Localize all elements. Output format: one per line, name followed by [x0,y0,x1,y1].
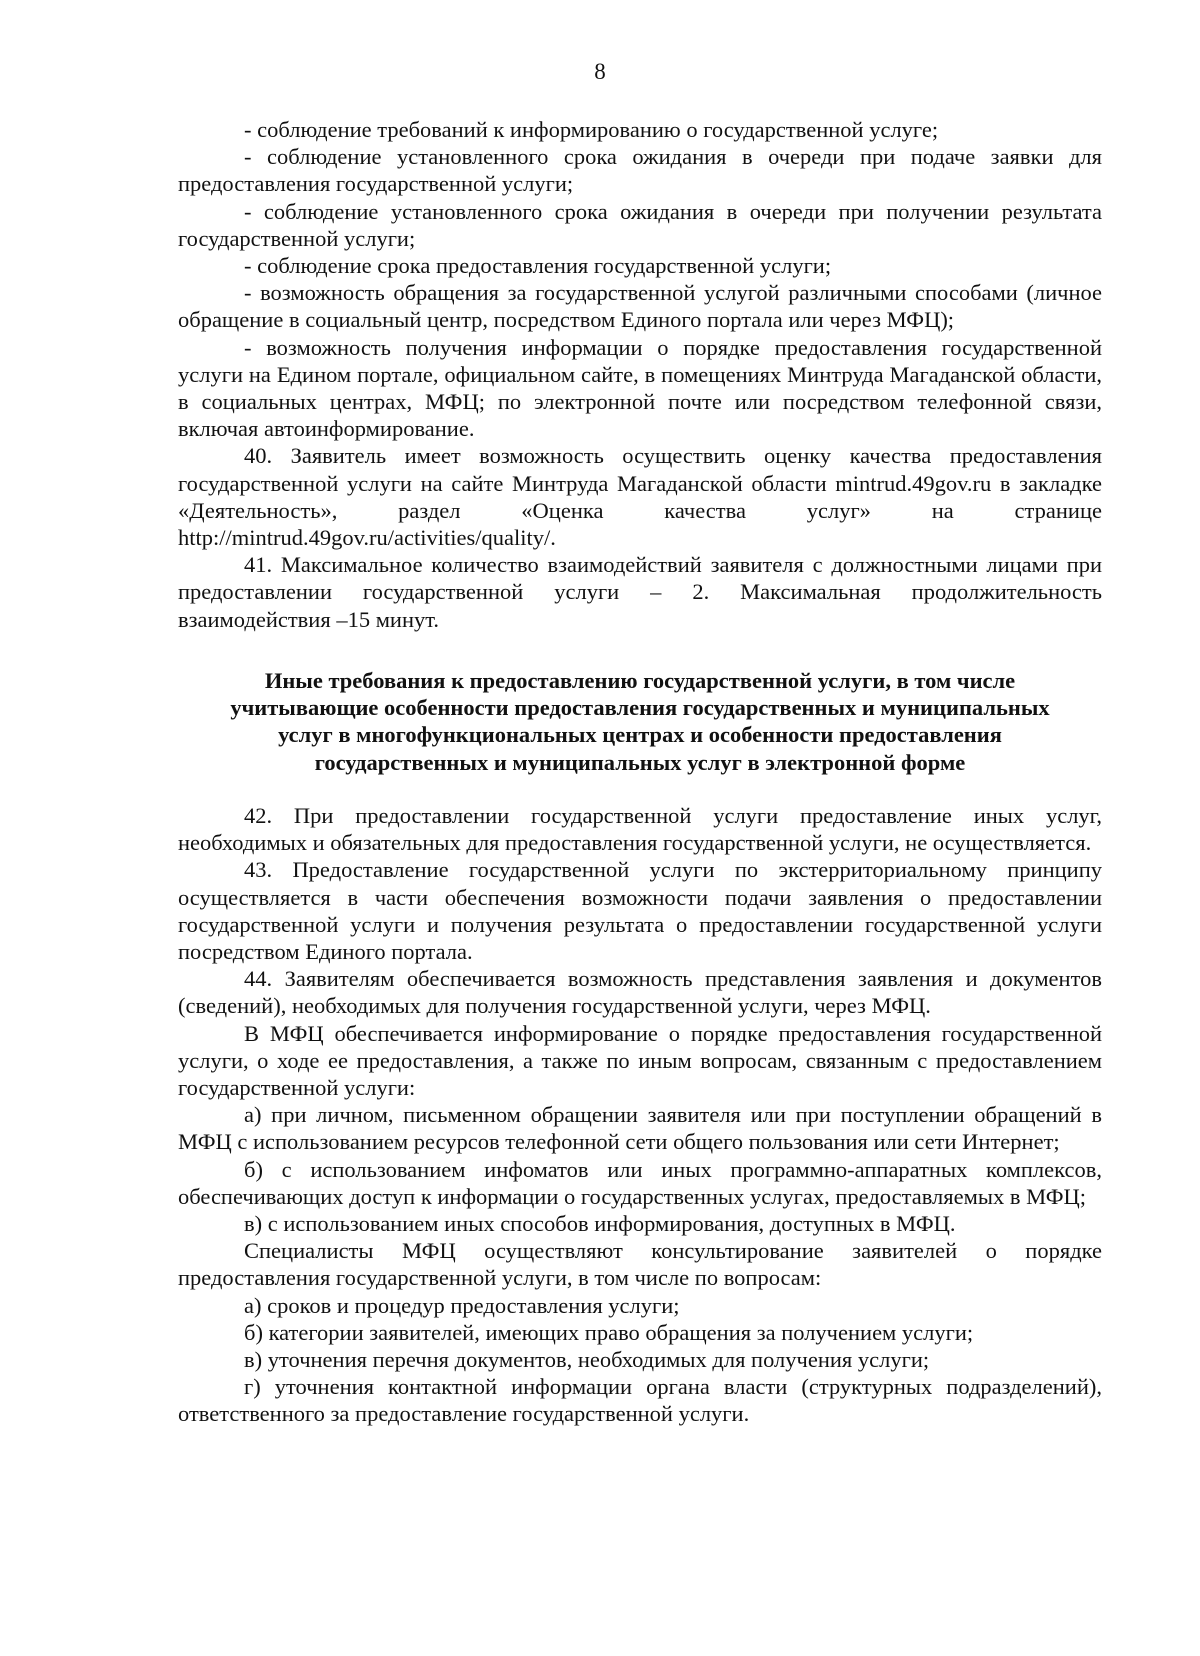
paragraph: - соблюдение срока предоставления государственной услуги; [244,253,832,279]
heading-line: учитывающие особенности предоставления государственных и муниципальных [230,695,1050,721]
paragraph: - соблюдение установленного срока ожидания в очереди при подаче заявки для предоставления государственной услуги; [178,144,1102,197]
paragraph: - соблюдение требований к информированию о государственной услуге; [244,117,939,142]
section-heading [178,667,1102,776]
paragraph-42: 42. При предоставлении государственной услуги предоставление иных услуг, необходимых и обязательных для предоставления государственной услуги, не осуществляется. [178,803,1102,856]
list-item: г) уточнения контактной информации органа власти (структурных подразделений), ответственного за предоставление государственной услуги. [178,1374,1102,1427]
section-body [178,802,1102,1428]
paragraph-44: 44. Заявителям обеспечивается возможность представления заявления и документов (сведений), необходимых для получения государственной услуги, через МФЦ. [178,966,1102,1019]
heading-line: государственных и муниципальных услуг в электронной форме [314,749,966,775]
heading-line: услуг в многофункциональных центрах и особенности предоставления [278,722,1002,748]
list-item: а) сроков и процедур предоставления услуги; [244,1292,680,1318]
heading-line: Иные требования к предоставлению государственной услуги, в том числе [264,668,1016,693]
list-item: а) при личном, письменном обращении заявителя или при поступлении обращений в МФЦ с использованием ресурсов телефонной сети общего пользования или сети Интернет; [178,1102,1102,1155]
paragraph: В МФЦ обеспечивается информирование о порядке предоставления государственной услуги, о ходе ее предоставления, а также по иным вопросам, связанным с предоставлением государственной услуги: [178,1020,1102,1101]
paragraph-43: 43. Предоставление государственной услуги по экстерриториальному принципу осуществляется в части обеспечения возможности подачи заявления о предоставлении государственной услуги и получения результата о предоставлении государственной услуги посредством Единого портала. [178,857,1102,965]
paragraph: - соблюдение установленного срока ожидания в очереди при получении результата государственной услуги; [178,198,1102,251]
list-item: в) с использованием иных способов информирования, доступных в МФЦ. [244,1211,956,1237]
list-item: б) с использованием инфоматов или иных программно-аппаратных комплексов, обеспечивающих доступ к информации о государственных услугах, предоставляемых в МФЦ; [178,1156,1102,1209]
paragraph: - возможность обращения за государственной услугой различными способами (личное обращение в социальный центр, посредством Единого портала или через МФЦ); [178,280,1102,333]
paragraph: - возможность получения информации о порядке предоставления государственной услуги на Едином портале, официальном сайте, в помещениях Минтруда Магаданской области, в социальных центрах, МФЦ; по электронной почте или посредством телефонной связи, включая автоинформирование. [178,334,1102,442]
list-item: б) категории заявителей, имеющих право обращения за получением услуги; [244,1319,974,1345]
list-item: в) уточнения перечня документов, необходимых для получения услуги; [244,1347,930,1373]
page-number: 8 [594,59,606,84]
paragraph-40: 40. Заявитель имеет возможность осуществить оценку качества предоставления государственной услуги на сайте Минтруда Магаданской области mintrud.49gov.ru в закладке «Деятельность», раздел «Оценка качества услуг» на странице http://mintrud.49gov.ru/activities/quality/. [178,443,1102,551]
paragraph: Специалисты МФЦ осуществляют консультирование заявителей о порядке предоставления государственной услуги, в том числе по вопросам: [178,1238,1102,1291]
paragraph-41: 41. Максимальное количество взаимодействий заявителя с должностными лицами при предоставлении государственной услуги – 2. Максимальная продолжительность взаимодействия –15 минут. [178,552,1102,632]
requirements-list [178,116,1102,633]
